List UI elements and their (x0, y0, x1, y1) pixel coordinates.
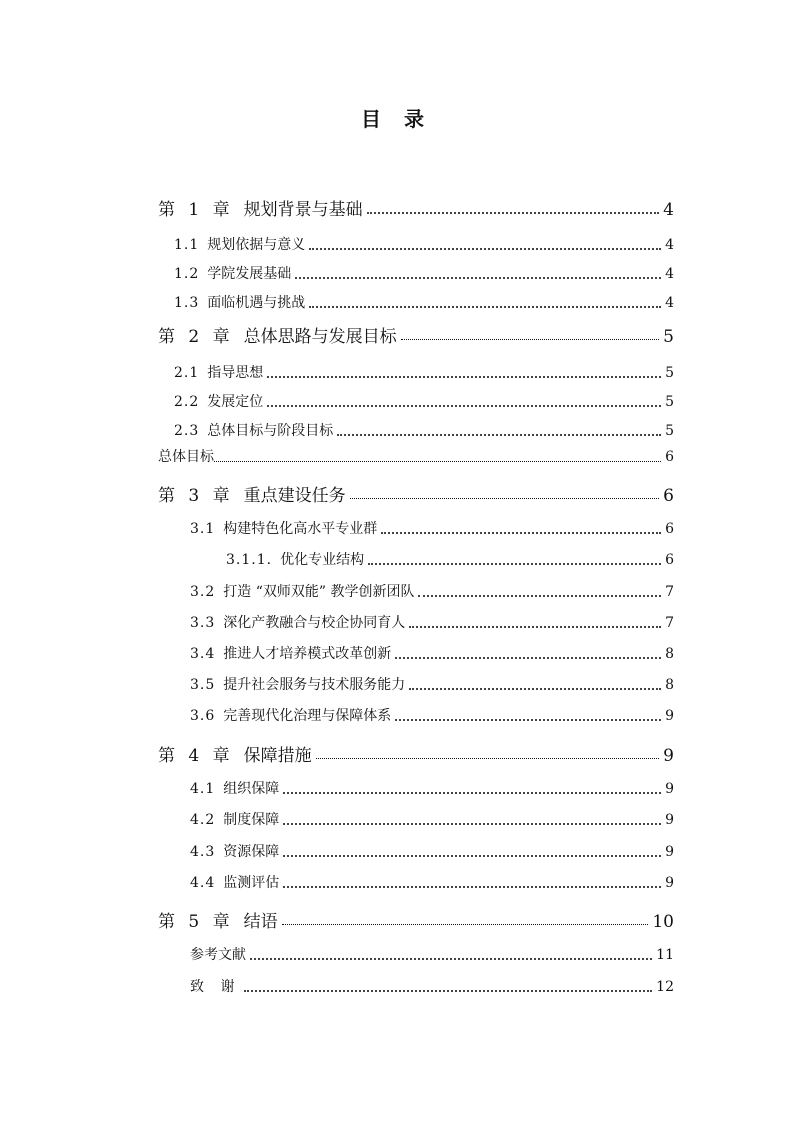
toc-entry-number: 3.6 (190, 708, 216, 724)
toc-leader-dots (395, 657, 661, 659)
toc-entry-label: 规划依据与意义 (207, 237, 306, 253)
toc-entry-page: 5 (665, 365, 674, 381)
toc-entry-page: 9 (665, 875, 674, 891)
toc-entry-label: 资源保障 (223, 844, 280, 860)
toc-entry-page: 6 (665, 552, 674, 568)
toc-leader-dots (367, 212, 660, 214)
toc-entry-3-5[interactable] (190, 674, 674, 694)
toc-entry-label: 总体思路与发展目标 (243, 327, 397, 347)
toc-entry-page: 4 (665, 295, 674, 311)
toc-entry-label: 发展定位 (207, 394, 264, 410)
toc-entry-references[interactable] (190, 944, 674, 964)
toc-entry-number: 4.1 (190, 781, 216, 797)
toc-leader-dots (282, 924, 649, 925)
toc-entry-label: 保障措施 (243, 746, 312, 766)
toc-leader-dots (418, 595, 661, 597)
toc-leader-dots (309, 306, 661, 308)
toc-entry-label: 结语 (243, 912, 278, 932)
toc-entry-page: 6 (663, 486, 674, 506)
toc-entry-number: 3.1 (190, 521, 216, 537)
toc-entry-chapter-4[interactable] (158, 741, 674, 766)
toc-entry-page: 7 (665, 615, 674, 631)
toc-entry-number: 3.3 (190, 615, 216, 631)
toc-entry-3-3[interactable] (190, 612, 674, 632)
toc-entry-number: 4.4 (190, 875, 216, 891)
toc-entry-2-2[interactable] (174, 391, 674, 411)
toc-entry-number: 2.1 (174, 365, 200, 381)
toc-entry-4-1[interactable] (190, 778, 674, 798)
toc-leader-dots (283, 792, 661, 794)
toc-entry-label: 总体目标与阶段目标 (207, 423, 334, 439)
toc-entry-number: 第 4 章 (158, 746, 234, 766)
toc-entry-chapter-1[interactable] (158, 195, 674, 220)
toc-title: 目 录 (361, 107, 432, 131)
toc-entry-page: 12 (656, 979, 674, 995)
toc-entry-4-4[interactable] (190, 872, 674, 892)
toc-entry-label: 提升社会服务与技术服务能力 (223, 677, 406, 693)
toc-entry-label: 制度保障 (223, 812, 280, 828)
toc-entry-page: 9 (665, 812, 674, 828)
toc-entry-page: 5 (663, 327, 674, 347)
toc-leader-dots (267, 405, 661, 407)
toc-entry-chapter-5[interactable] (158, 907, 674, 932)
toc-leader-dots (283, 886, 661, 888)
toc-entry-page: 4 (665, 237, 674, 253)
toc-leader-dots (381, 532, 661, 534)
toc-entry-number: 4.3 (190, 844, 216, 860)
toc-entry-overall-goals[interactable] (158, 446, 674, 466)
toc-entry-1-1[interactable] (174, 234, 674, 254)
toc-entry-3-6[interactable] (190, 705, 674, 725)
toc-leader-dots (350, 498, 660, 499)
toc-entry-label: 完善现代化治理与保障体系 (223, 708, 392, 724)
toc-entry-chapter-2[interactable] (158, 322, 674, 347)
toc-entry-label: 构建特色化高水平专业群 (223, 521, 378, 537)
toc-leader-dots (368, 563, 661, 565)
toc-entry-label: 致 谢 (190, 979, 241, 995)
toc-entry-label: 面临机遇与挑战 (207, 295, 306, 311)
toc-entry-3-1-1[interactable] (226, 549, 674, 569)
toc-entry-page: 9 (665, 844, 674, 860)
toc-leader-dots (409, 626, 661, 628)
toc-entry-page: 8 (665, 646, 674, 662)
toc-leader-dots (295, 277, 661, 279)
toc-entry-acknowledgements[interactable] (190, 976, 674, 996)
toc-entry-page: 7 (665, 584, 674, 600)
toc-entry-1-3[interactable] (174, 292, 674, 312)
toc-entry-page: 5 (665, 423, 674, 439)
toc-leader-dots (409, 688, 661, 690)
toc-entry-label: 参考文献 (190, 947, 246, 963)
toc-entry-label: 指导思想 (207, 365, 264, 381)
toc-entry-label: 打造 “双师双能” 教学创新团队 (223, 584, 415, 600)
toc-entry-page: 4 (665, 266, 674, 282)
toc-entry-number: 第 3 章 (158, 486, 234, 506)
toc-entry-3-1[interactable] (190, 518, 674, 538)
toc-leader-dots (283, 855, 661, 857)
toc-entry-number: 2.2 (174, 394, 200, 410)
toc-leader-dots (316, 758, 660, 759)
toc-entry-number: 3.4 (190, 646, 216, 662)
toc-entry-3-2[interactable] (190, 581, 674, 601)
toc-entry-page: 9 (665, 781, 674, 797)
toc-entry-label: 深化产教融合与校企协同育人 (223, 615, 406, 631)
toc-entry-4-3[interactable] (190, 841, 674, 861)
toc-entry-page: 5 (665, 394, 674, 410)
toc-entry-label: 组织保障 (223, 781, 280, 797)
toc-entry-number: 3.1.1. (226, 552, 273, 568)
toc-entry-number: 3.5 (190, 677, 216, 693)
toc-entry-label: 总体目标 (158, 449, 214, 465)
toc-entry-page: 9 (665, 708, 674, 724)
toc-leader-dots (337, 434, 661, 436)
toc-entry-number: 1.1 (174, 237, 200, 253)
toc-leader-dots (267, 376, 661, 378)
toc-entry-page: 8 (665, 677, 674, 693)
toc-entry-label: 优化专业结构 (280, 552, 365, 568)
toc-entry-number: 第 2 章 (158, 327, 234, 347)
toc-entry-2-3[interactable] (174, 420, 674, 440)
toc-entry-number: 第 5 章 (158, 912, 234, 932)
toc-entry-number: 3.2 (190, 584, 216, 600)
toc-leader-dots (309, 248, 661, 250)
toc-entry-page: 4 (663, 200, 674, 220)
toc-entry-number: 第 1 章 (158, 200, 234, 220)
toc-entry-page: 6 (665, 449, 674, 465)
toc-leader-dots (283, 823, 661, 825)
toc-entry-chapter-3[interactable] (158, 481, 674, 506)
toc-entry-label: 学院发展基础 (207, 266, 292, 282)
toc-entry-3-4[interactable] (190, 643, 674, 663)
toc-leader-dots (244, 990, 652, 992)
toc-entry-number: 4.2 (190, 812, 216, 828)
toc-entry-2-1[interactable] (174, 362, 674, 382)
toc-entry-1-2[interactable] (174, 263, 674, 283)
toc-entry-page: 6 (665, 521, 674, 537)
toc-entry-label: 规划背景与基础 (243, 200, 363, 220)
toc-entry-number: 1.2 (174, 266, 200, 282)
toc-entry-label: 重点建设任务 (243, 486, 346, 506)
toc-entry-number: 2.3 (174, 423, 200, 439)
toc-leader-dots (395, 719, 661, 721)
toc-entry-page: 11 (656, 947, 674, 963)
toc-entry-label: 监测评估 (223, 875, 280, 891)
toc-entry-number: 1.3 (174, 295, 200, 311)
toc-entry-page: 9 (663, 746, 674, 766)
toc-entry-page: 10 (652, 912, 674, 932)
toc-entry-label: 推进人才培养模式改革创新 (223, 646, 392, 662)
toc-entry-4-2[interactable] (190, 809, 674, 829)
toc-leader-dots (214, 461, 661, 462)
toc-leader-dots (250, 958, 652, 960)
toc-leader-dots (401, 339, 660, 340)
